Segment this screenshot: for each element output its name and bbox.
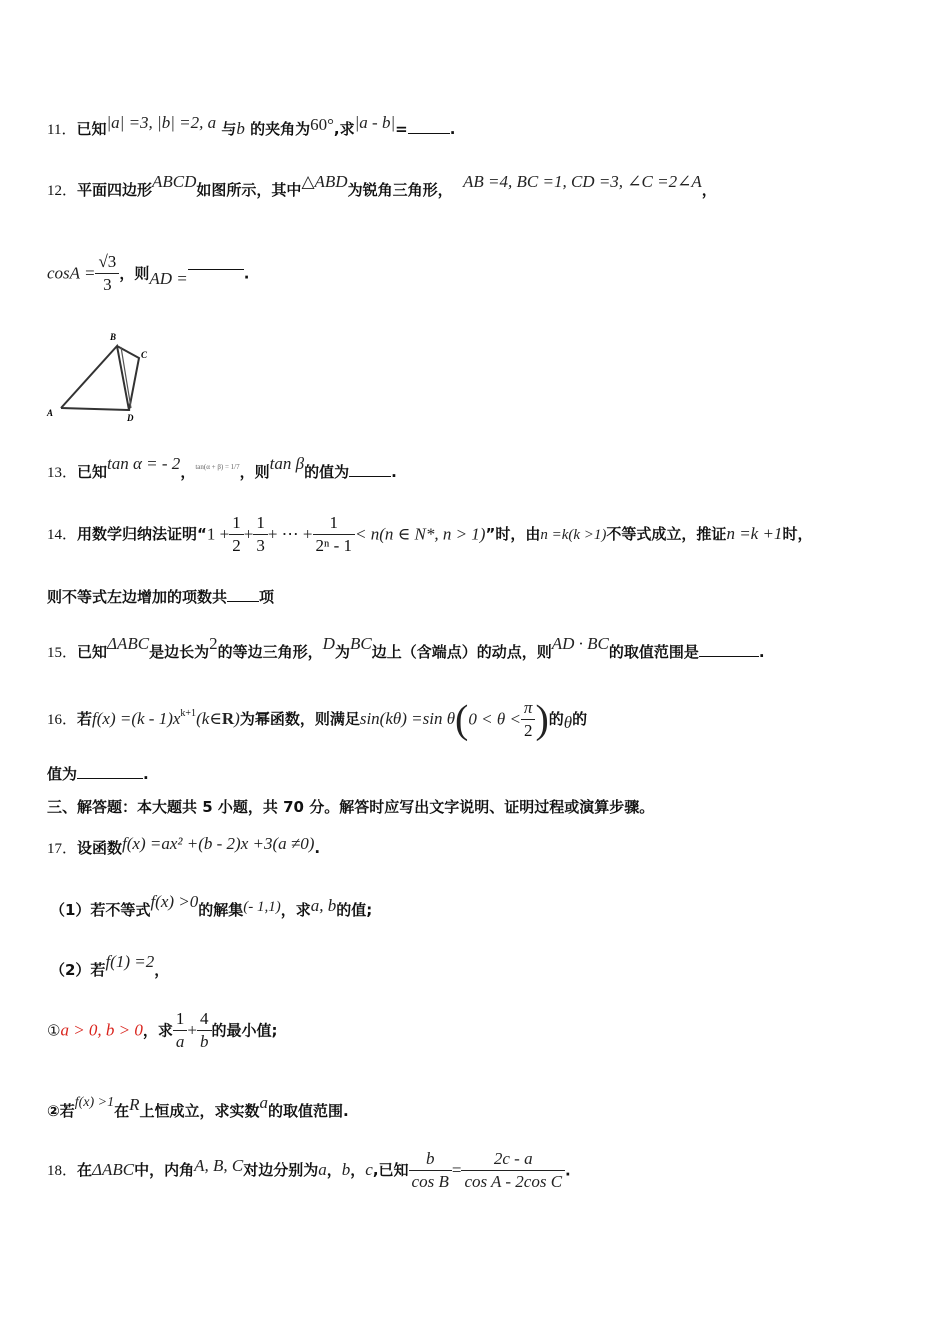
- vertex-label-b: B: [110, 332, 117, 342]
- question-17: 17．设函数f(x) =ax² +(b - 2)x +3(a ≠0).: [47, 834, 321, 857]
- fraction: $\frac{1}{3}$: [253, 512, 268, 557]
- quadrilateral-figure: [45, 328, 165, 423]
- question-16-line2: 值为 .: [47, 765, 149, 783]
- question-15: 15．已知ΔABC是边长为2的等边三角形，D为BC边上（含端点）的动点，则AD · BC的取值范围是 .: [47, 634, 765, 661]
- question-18: 18．在ΔABC中，内角A, B, C对边分别为a，b，c,已知 $\frac{b}{\text{cos B}}$ = $\frac{2c - a}{\text{cos A - 2cos C}}$ .: [47, 1149, 571, 1191]
- answer-blank: [699, 642, 759, 657]
- fraction: $\frac{1}{\text{2ⁿ - 1}}$: [313, 512, 356, 557]
- answer-blank: [349, 462, 391, 477]
- fraction: $\frac{1}{2}$: [229, 512, 244, 557]
- section-heading: 三、解答题：本大题共 5 小题，共 70 分。解答时应写出文字说明、证明过程或演算步骤。: [47, 798, 655, 816]
- question-14-line2: 则不等式左边增加的项数共 项: [47, 588, 275, 606]
- question-14: 14．用数学归纳法证明“1 + $\frac{1}{2}$ + $\frac{1}{3}$ + ⋯ + $\frac{1}{\text{2ⁿ - 1}}$ < n(n ∈ N*, n > 1)”时，由n =k(k >1)不等式成立，推证n =k +1时，: [47, 513, 813, 555]
- answer-blank: [408, 119, 450, 134]
- fraction: $\frac{4}{b}$: [197, 1008, 212, 1053]
- question-17-case2: ②若f(x) >1在R上恒成立，求实数a的取值范围.: [47, 1093, 349, 1120]
- fraction: $\frac{\pi}{2}$: [521, 697, 536, 742]
- question-16: 16．若$f(x) =(k - 1)x^{k+1}(k\in R)$为幂函数，则满足sin(kθ) =sin θ(0 < θ < $\frac{\pi}{2}$ )的θ的: [47, 696, 588, 742]
- question-12-line2: cosA = $\frac{√3}{3}$ ，则AD = .: [47, 252, 250, 294]
- question-17-case1: ①a > 0, b > 0，求 $\frac{1}{a}$ + $\frac{4}{b}$ 的最小值;: [47, 1009, 278, 1051]
- fraction: $\frac{√3}{3}$: [95, 251, 119, 296]
- answer-blank: [188, 255, 244, 270]
- question-13: 13．已知tan α = - 2，$^{tan(\alpha + \beta) = 1/7}$，则tan β的值为 .: [47, 454, 397, 481]
- vertex-label-a: A: [47, 408, 54, 418]
- math-expression: |a| =3, |b| =2, a: [106, 113, 217, 132]
- answer-blank: [227, 587, 259, 602]
- question-17-part1: （1）若不等式f(x) >0的解集(- 1,1)，求a, b的值;: [50, 892, 373, 919]
- question-12: 12．平面四边形ABCD如图所示，其中△ABD为锐角三角形， AB =4, BC =1, CD =3, ∠C =2∠A，: [47, 172, 717, 199]
- math-expression-small: tan(α + β) = 1/7: [195, 463, 240, 471]
- question-17-part2: （2）若f(1) =2，: [50, 952, 170, 979]
- question-11: 11．已知|a| =3, |b| =2, a 与b 的夹角为60°,求|a - b|= .: [47, 113, 456, 138]
- vertex-label-c: C: [141, 350, 148, 360]
- answer-blank: [77, 764, 143, 779]
- fraction: $\frac{1}{a}$: [173, 1008, 188, 1053]
- highlighted-condition: a > 0, b > 0: [60, 1020, 143, 1040]
- fraction: $\frac{2c - a}{\text{cos A - 2cos C}}$: [461, 1148, 565, 1193]
- question-number: 11．: [47, 122, 77, 138]
- vertex-label-d: D: [127, 413, 134, 423]
- fraction: $\frac{b}{\text{cos B}}$: [409, 1148, 452, 1193]
